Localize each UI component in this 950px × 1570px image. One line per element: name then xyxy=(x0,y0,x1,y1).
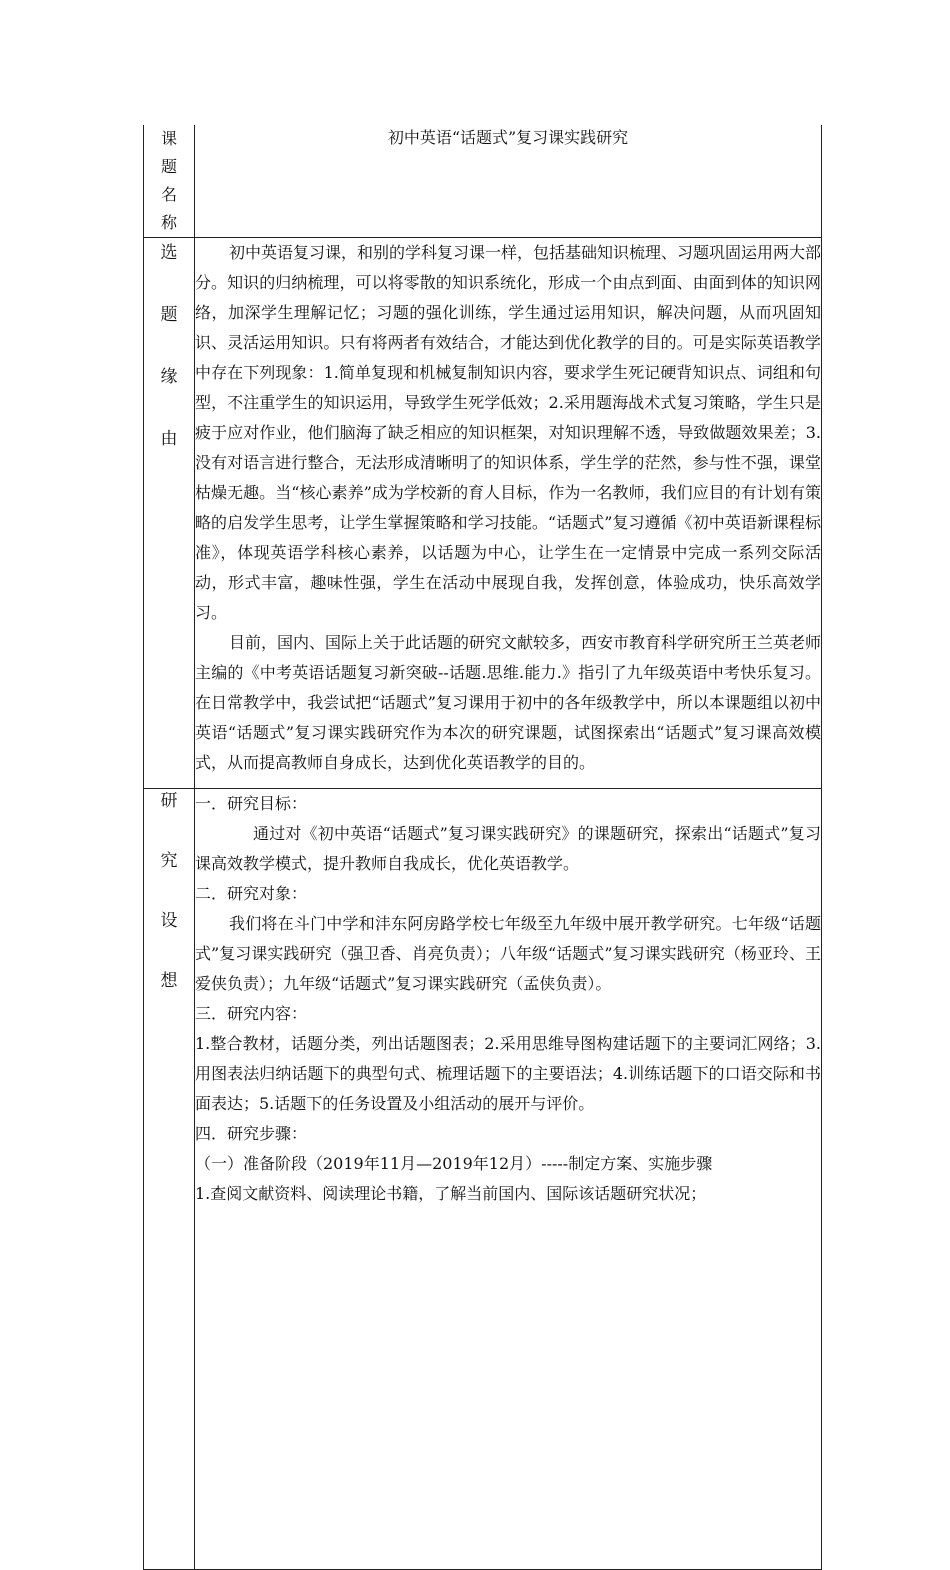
reason-label-char: 选 xyxy=(160,243,178,263)
design-label-cell xyxy=(144,789,195,1570)
design-row xyxy=(144,789,822,1570)
design-label-char: 设 xyxy=(160,911,178,931)
object-heading: 二．研究对象： xyxy=(195,884,308,903)
title-label-line1: 课题 xyxy=(160,129,191,176)
title-label-line2: 名称 xyxy=(160,185,191,232)
design-label-char: 研 xyxy=(160,791,178,811)
research-form-table xyxy=(143,125,822,1570)
design-label-char: 想 xyxy=(160,971,178,991)
reason-row xyxy=(144,238,822,789)
reason-content xyxy=(195,238,822,789)
title-label-cell xyxy=(144,125,195,238)
reason-paragraph-1: 初中英语复习课，和别的学科复习课一样，包括基础知识梳理、习题巩固运用两大部分。知识的归纳梳理，可以将零散的知识系统化，形成一个由点到面、由面到体的知识网络，加深学生理解记忆；习题的强化训练，学生通过运用知识，解决问题，从而巩固知识、灵活运用知识。只有将两者有效结合，才能达到优化教学的目的。可是实际英语教学中存在下列现象：1.简单复现和机械复制知识内容，要求学生死记硬背知识点、词组和句型，不注重学生的知识运用，导致学生死学低效；2.采用题海战术式复习策略，学生只是疲于应对作业，他们脑海了缺乏相应的知识框架，对知识理解不透，导致做题效果差；3.没有对语言进行整合，无法形成清晰明了的知识体系，学生学的茫然，参与性不强，课堂枯燥无趣。当“核心素养”成为学校新的育人目标，作为一名教师，我们应目的有计划有策略的启发学生思考，让学生掌握策略和学习技能。“话题式”复习遵循《初中英语新课程标准》，体现英语学科核心素养，以话题为中心，让学生在一定情景中完成一系列交际活动，形式丰富，趣味性强，学生在活动中展现自我，发挥创意，体验成功，快乐高效学习。 xyxy=(195,243,822,622)
title-row xyxy=(144,125,822,238)
reason-label-cell xyxy=(144,238,195,789)
design-label-char: 究 xyxy=(160,851,178,871)
step1-item1: 1.查阅文献资料、阅读理论书籍，了解当前国内、国际该话题研究状况； xyxy=(195,1184,707,1203)
goal-heading: 一．研究目标： xyxy=(195,794,308,813)
object-text: 我们将在斗门中学和沣东阿房路学校七年级至九年级中展开教学研究。七年级“话题式”复习课实践研究（强卫香、肖亮负责）；八年级“话题式”复习课实践研究（杨亚玲、王爱侠负责）；九年级“话题式”复习课实践研究（孟侠负责）。 xyxy=(195,914,821,993)
content-heading: 三．研究内容： xyxy=(195,1004,308,1023)
reason-label-char: 题 xyxy=(160,305,178,325)
project-title: 初中英语“话题式”复习课实践研究 xyxy=(195,125,822,238)
reason-paragraph-2: 目前，国内、国际上关于此话题的研究文献较多，西安市教育科学研究所王兰英老师主编的《中考英语话题复习新突破--话题.思维.能力.》指引了九年级英语中考快乐复习。在日常教学中，我尝试把“话题式”复习课用于初中的各年级教学中，所以本课题组以初中英语“话题式”复习课实践研究作为本次的研究课题，试图探索出“话题式”复习课高效模式，从而提高教师自身成长，达到优化英语教学的目的。 xyxy=(195,633,822,772)
design-content xyxy=(195,789,822,1570)
steps-heading: 四．研究步骤： xyxy=(195,1124,308,1143)
goal-text: 通过对《初中英语“话题式”复习课实践研究》的课题研究，探索出“话题式”复习课高效教学模式，提升教师自我成长，优化英语教学。 xyxy=(195,824,821,873)
content-text: 1.整合教材，话题分类，列出话题图表；2.采用思维导图构建话题下的主要词汇网络；3.用图表法归纳话题下的典型句式、梳理话题下的主要语法；4.训练话题下的口语交际和书面表达；5.话题下的任务设置及小组活动的展开与评价。 xyxy=(195,1034,821,1113)
reason-label-char: 由 xyxy=(160,429,178,449)
reason-label-char: 缘 xyxy=(160,367,178,387)
step1-text: （一）准备阶段（2019年11月—2019年12月）-----制定方案、实施步骤 xyxy=(195,1154,713,1173)
